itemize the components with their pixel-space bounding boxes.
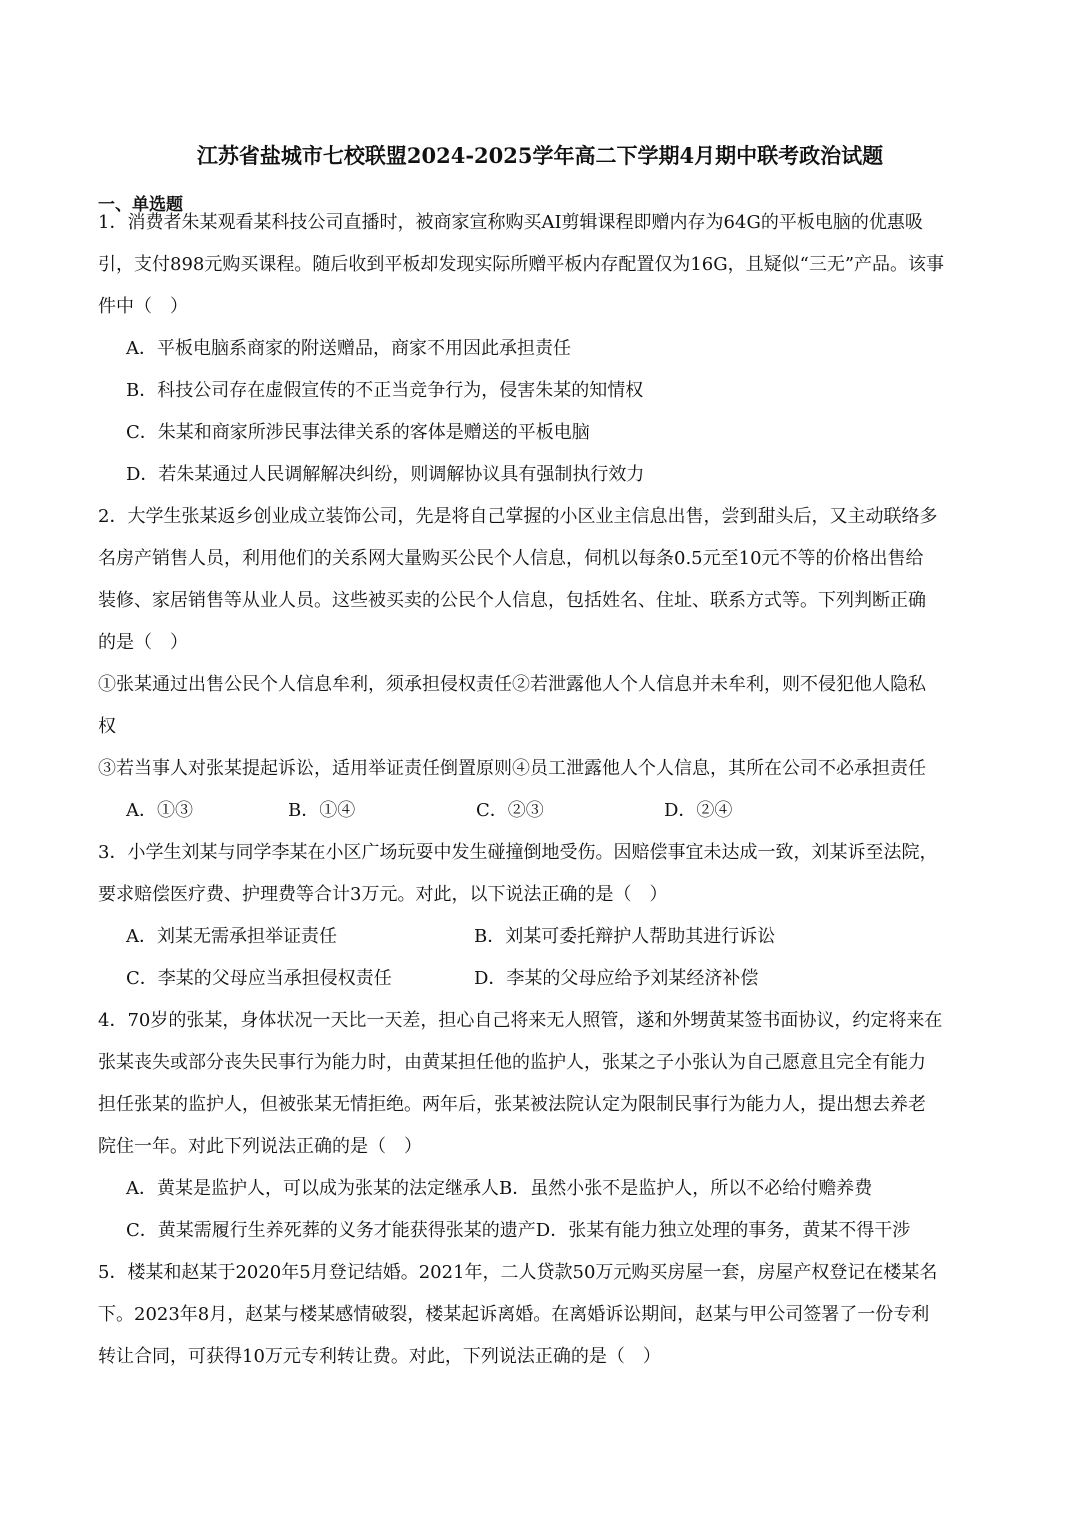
q5-line-2: 下。2023年8月，赵某与楼某感情破裂，楼某起诉离婚。在离婚诉讼期间，赵某与甲公司签署了一份专利: [98, 1304, 930, 1325]
q3-line-1: 3．小学生刘某与同学李某在小区广场玩耍中发生碰撞倒地受伤。因赔偿事宜未达成一致，刘某诉至法院，: [98, 842, 938, 863]
q5-line-1: 5．楼某和赵某于2020年5月登记结婚。2021年，二人贷款50万元购买房屋一套，房屋产权登记在楼某名: [98, 1262, 938, 1283]
q2-option-d: D．②④: [664, 800, 733, 821]
q1-line-1: 1．消费者朱某观看某科技公司直播时，被商家宣称购买AI剪辑课程即赠内存为64G的平板电脑的优惠吸: [98, 212, 923, 233]
q3-line-2: 要求赔偿医疗费、护理费等合计3万元。对此，以下说法正确的是（ ）: [98, 884, 668, 905]
q2-line-1: 2．大学生张某返乡创业成立装饰公司，先是将自己掌握的小区业主信息出售，尝到甜头后，又主动联络多: [98, 506, 938, 527]
q4-line-4: 院住一年。对此下列说法正确的是（ ）: [98, 1136, 422, 1157]
q2-option-c: C．②③: [476, 800, 544, 821]
q3-option-a: A．刘某无需承担举证责任: [126, 926, 337, 947]
q4-line-1: 4．70岁的张某，身体状况一天比一天差，担心自己将来无人照管，遂和外甥黄某签书面协议，约定将来在: [98, 1010, 943, 1031]
q2-line-3: 装修、家居销售等从业人员。这些被买卖的公民个人信息，包括姓名、住址、联系方式等。下列判断正确: [98, 590, 926, 611]
q2-statement-line-1: ①张某通过出售公民个人信息牟利，须承担侵权责任②若泄露他人个人信息并未牟利，则不侵犯他人隐私: [98, 674, 926, 695]
section-heading: 一、单选题: [98, 195, 183, 215]
q4-line-3: 担任张某的监护人，但被张某无情拒绝。两年后，张某被法院认定为限制民事行为能力人，提出想去养老: [98, 1094, 926, 1115]
q1-option-c: C．朱某和商家所涉民事法律关系的客体是赠送的平板电脑: [126, 422, 590, 443]
q4-options-line-2: C．黄某需履行生养死葬的义务才能获得张某的遗产D．张某有能力独立处理的事务，黄某不得干涉: [126, 1220, 911, 1241]
q1-line-2: 引，支付898元购买课程。随后收到平板却发现实际所赠平板内存配置仅为16G，且疑似“三无”产品。该事: [98, 254, 945, 275]
q1-line-3: 件中（ ）: [98, 296, 188, 317]
q2-option-b: B．①④: [288, 800, 356, 821]
page-title: 江苏省盐城市七校联盟2024-2025学年高二下学期4月期中联考政治试题: [196, 143, 884, 168]
q2-statement-line-3: ③若当事人对张某提起诉讼，适用举证责任倒置原则④员工泄露他人个人信息，其所在公司不必承担责任: [98, 758, 926, 779]
q2-line-2: 名房产销售人员，利用他们的关系网大量购买公民个人信息，伺机以每条0.5元至10元不等的价格出售给: [98, 548, 924, 569]
q4-line-2: 张某丧失或部分丧失民事行为能力时，由黄某担任他的监护人，张某之子小张认为自己愿意且完全有能力: [98, 1052, 926, 1073]
q1-option-a: A．平板电脑系商家的附送赠品，商家不用因此承担责任: [126, 338, 571, 359]
q2-statement-line-2: 权: [98, 716, 116, 737]
q3-option-c: C．李某的父母应当承担侵权责任: [126, 968, 392, 989]
q5-line-3: 转让合同，可获得10万元专利转让费。对此，下列说法正确的是（ ）: [98, 1346, 661, 1367]
q3-option-d: D．李某的父母应给予刘某经济补偿: [474, 968, 759, 989]
q4-options-line-1: A．黄某是监护人，可以成为张某的法定继承人B．虽然小张不是监护人，所以不必给付赡养费: [126, 1178, 873, 1199]
q2-line-4: 的是（ ）: [98, 632, 188, 653]
q1-option-d: D．若朱某通过人民调解解决纠纷，则调解协议具有强制执行效力: [126, 464, 645, 485]
q2-option-a: A．①③: [126, 800, 193, 821]
q3-option-b: B．刘某可委托辩护人帮助其进行诉讼: [474, 926, 776, 947]
q1-option-b: B．科技公司存在虚假宣传的不正当竞争行为，侵害朱某的知情权: [126, 380, 644, 401]
